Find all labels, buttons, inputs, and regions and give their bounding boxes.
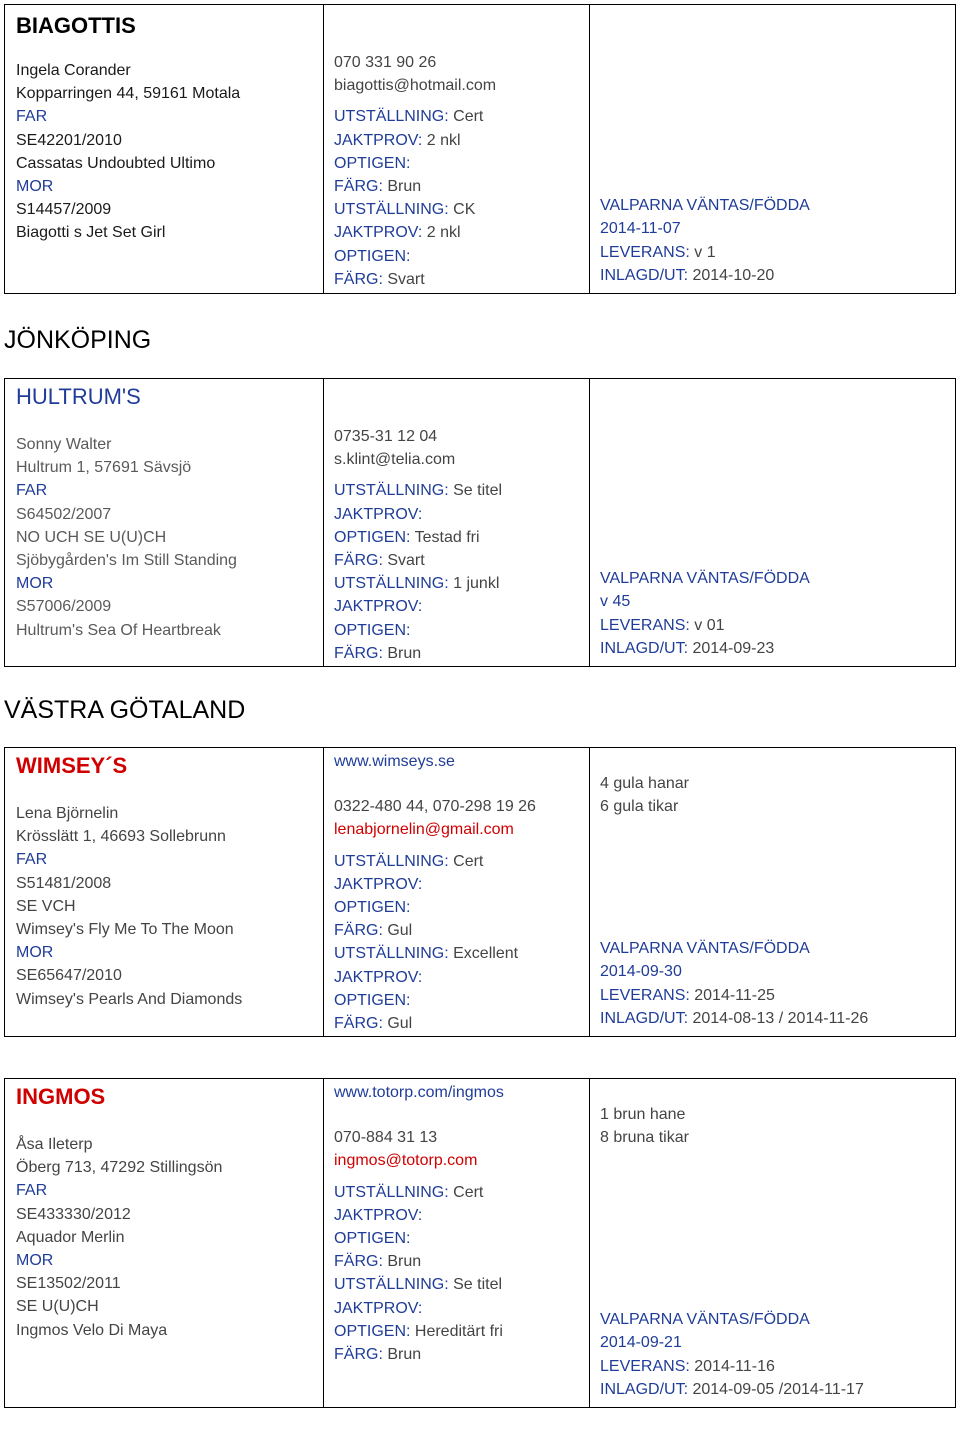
contact-column [323,379,590,666]
father-name: Wimsey's Fly Me To The Moon [16,921,234,938]
mother-result [334,1275,502,1295]
father-result [334,177,421,197]
field-key: FÄRG: [334,552,383,569]
website-link[interactable]: www.totorp.com/ingmos [334,1084,504,1101]
field-value: Se titel [448,1276,503,1294]
field-value: v 45 [600,593,631,611]
mother-result [334,200,475,220]
field-key: JAKTPROV: [334,131,423,149]
field-key: VALPARNA VÄNTAS/FÖDDA [600,1311,810,1329]
email-link[interactable]: biagottis@hotmail.com [334,77,497,95]
father-label: FAR [16,851,48,869]
mother-label: MOR [16,1252,54,1269]
field-key: FÄRG: [334,1253,383,1271]
mother-result [334,270,425,290]
father-result [334,528,480,548]
field-key: FÄRG: [334,922,383,940]
contact-column [323,5,590,293]
litter-column [589,1079,955,1407]
field-key: JAKTPROV: [334,968,423,986]
father-result [334,875,422,895]
father-name: Sjöbygården's Im Still Standing [16,552,237,569]
email-link[interactable]: lenabjornelin@gmail.com [334,821,514,839]
listing-card [4,747,956,1037]
father-result [334,551,425,571]
owner-line: Öberg 713, 47292 Stillingsön [16,1159,223,1177]
litter-info [600,1333,682,1353]
litter-info [600,219,681,239]
litter-info [600,1310,810,1330]
litter-info [600,962,682,982]
field-value: 2014-10-20 [688,266,775,284]
litter-column [589,748,955,1036]
field-key: VALPARNA VÄNTAS/FÖDDA [600,940,810,958]
field-value: 1 junkl [448,575,500,593]
owner-line: Kopparringen 44, 59161 Motala [16,85,241,103]
litter-info [600,1357,775,1377]
field-value: Brun [382,1346,422,1363]
owner-column [5,5,324,293]
field-key: FÄRG: [334,644,383,662]
owner-line: Åsa Ileterp [16,1136,93,1153]
field-value: Svart [382,552,425,569]
field-key: UTSTÄLLNING: [334,108,449,126]
field-value: 2 nkl [422,131,461,149]
mother-result [334,574,499,594]
mother-result [334,1345,421,1365]
field-key: INLAGD/UT: [600,266,689,284]
phone-number: 0735-31 12 04 [334,428,438,445]
field-key: OPTIGEN: [334,154,411,172]
field-key: UTSTÄLLNING: [334,1276,449,1294]
father-result [334,1252,421,1272]
field-value: Svart [382,270,425,288]
father-result [334,921,412,941]
mother-result [334,944,518,964]
field-value: 2014-09-23 [688,639,775,657]
kennel-name: BIAGOTTIS [16,13,136,38]
field-key: FÄRG: [334,270,383,288]
field-value: Cert [448,1183,484,1201]
field-value: Testad fri [410,528,480,546]
field-key: INLAGD/UT: [600,1009,689,1027]
mother-label: MOR [16,944,54,962]
mother-name: Wimsey's Pearls And Diamonds [16,990,243,1008]
litter-info [600,639,774,659]
field-key: UTSTÄLLNING: [334,201,449,219]
field-value: 2014-08-13 / 2014-11-26 [688,1009,869,1027]
field-key: LEVERANS: [600,243,690,261]
puppy-count: 6 gula tikar [600,798,679,816]
website-link[interactable]: www.wimseys.se [334,753,455,770]
region-heading: JÖNKÖPING [4,326,152,354]
field-value: 2 nkl [422,224,461,242]
phone-number: 070 331 90 26 [334,54,437,71]
litter-info [600,616,725,636]
father-title: SE VCH [16,897,76,915]
field-value: 2014-11-07 [600,220,681,238]
father-result [334,1229,410,1249]
litter-info [600,569,810,589]
mother-result [334,1322,503,1342]
father-reg: SE433330/2012 [16,1205,131,1223]
litter-info [600,243,716,263]
owner-line: Krösslätt 1, 46693 Sollebrunn [16,828,226,846]
father-label: FAR [16,1182,48,1200]
mother-reg: SE65647/2010 [16,967,122,985]
father-label: FAR [16,108,48,126]
field-key: OPTIGEN: [334,899,411,916]
litter-info [600,939,810,959]
field-key: UTSTÄLLNING: [334,1183,449,1201]
owner-column [5,1079,324,1407]
field-key: INLAGD/UT: [600,1380,689,1398]
puppy-count: 8 bruna tikar [600,1129,689,1147]
field-key: JAKTPROV: [334,505,423,523]
litter-info [600,196,810,216]
field-key: UTSTÄLLNING: [334,575,449,593]
field-key: LEVERANS: [600,986,690,1004]
field-key: JAKTPROV: [334,224,423,242]
field-value: v 01 [689,616,725,634]
field-value: CK [448,201,476,219]
litter-info [600,1380,864,1400]
field-value: Gul [382,1015,413,1032]
listing-card [4,4,956,294]
field-key: LEVERANS: [600,616,690,634]
kennel-name: INGMOS [16,1084,106,1109]
litter-info [600,1009,868,1029]
father-name: Aquador Merlin [16,1228,125,1246]
mother-name: Biagotti s Jet Set Girl [16,224,166,242]
field-value: 2014-09-05 /2014-11-17 [688,1380,864,1398]
listing-card [4,378,956,667]
field-key: UTSTÄLLNING: [334,945,449,963]
field-value: Excellent [448,945,519,963]
field-key: LEVERANS: [600,1357,690,1375]
field-value: Brun [382,644,422,662]
field-key: INLAGD/UT: [600,639,689,657]
mother-result [334,247,410,267]
field-key: FÄRG: [334,1015,383,1032]
field-value: 2014-09-30 [600,963,682,981]
mother-reg: S57006/2009 [16,598,112,616]
field-key: FÄRG: [334,178,383,195]
field-value: Cert [448,852,484,870]
mother-result [334,597,422,617]
field-value: Hereditärt fri [410,1322,503,1340]
field-key: OPTIGEN: [334,1230,411,1247]
litter-column [589,379,955,666]
father-title: NO UCH SE U(U)CH [16,528,167,546]
litter-column [589,5,955,293]
mother-result [334,1299,422,1319]
field-value: Brun [382,1253,422,1271]
mother-result [334,223,461,243]
listing-card [4,1078,956,1408]
father-result [334,898,410,918]
mother-result [334,991,410,1011]
father-result [334,1183,483,1203]
email-link[interactable]: ingmos@totorp.com [334,1152,478,1170]
contact-column [323,1079,590,1407]
field-key: OPTIGEN: [334,991,411,1009]
mother-result [334,1014,412,1034]
email-link[interactable]: s.klint@telia.com [334,451,456,469]
owner-column [5,748,324,1036]
mother-result [334,644,421,664]
field-key: OPTIGEN: [334,621,411,639]
puppy-count: 1 brun hane [600,1106,686,1123]
phone-number: 0322-480 44, 070-298 19 26 [334,798,536,816]
father-result [334,131,461,151]
father-result [334,481,502,501]
mother-label: MOR [16,178,54,195]
kennel-name: WIMSEY´S [16,753,128,778]
father-result [334,505,422,525]
father-result [334,1206,422,1226]
father-name: Cassatas Undoubted Ultimo [16,154,216,172]
field-key: UTSTÄLLNING: [334,852,449,870]
father-result [334,852,483,872]
father-result [334,154,410,174]
mother-name: Ingmos Velo Di Maya [16,1321,168,1339]
father-reg: S64502/2007 [16,505,112,523]
owner-line: Lena Björnelin [16,805,119,822]
owner-line: Ingela Corander [16,62,131,79]
litter-info [600,986,775,1006]
field-value: 2014-11-16 [689,1357,775,1375]
mother-reg: SE13502/2011 [16,1275,121,1293]
field-key: JAKTPROV: [334,1206,423,1224]
puppy-count: 4 gula hanar [600,775,689,792]
mother-name: Hultrum's Sea Of Heartbreak [16,621,221,639]
field-key: JAKTPROV: [334,875,423,893]
contact-column [323,748,590,1036]
field-value: v 1 [689,243,716,261]
owner-line: Sonny Walter [16,436,112,453]
field-key: OPTIGEN: [334,1322,411,1340]
field-key: UTSTÄLLNING: [334,482,449,500]
mother-reg: S14457/2009 [16,201,112,219]
phone-number: 070-884 31 13 [334,1129,438,1147]
field-value: 2014-09-21 [600,1334,682,1352]
owner-column [5,379,324,666]
field-key: JAKTPROV: [334,1299,423,1317]
litter-info [600,266,774,286]
father-label: FAR [16,482,48,500]
mother-result [334,968,422,988]
field-key: OPTIGEN: [334,247,411,265]
field-value: Gul [382,922,413,940]
field-key: JAKTPROV: [334,598,423,616]
field-key: OPTIGEN: [334,528,411,546]
field-key: VALPARNA VÄNTAS/FÖDDA [600,570,810,588]
litter-info [600,592,630,612]
field-value: 2014-11-25 [689,986,775,1004]
mother-result [334,621,410,641]
father-reg: S51481/2008 [16,874,112,892]
mother-title: SE U(U)CH [16,1298,99,1316]
kennel-name: HULTRUM'S [16,384,141,409]
father-result [334,107,483,127]
father-reg: SE42201/2010 [16,131,122,149]
region-heading: VÄSTRA GÖTALAND [4,696,246,724]
mother-label: MOR [16,575,54,593]
field-value: Cert [448,108,484,126]
field-value: Se titel [448,482,503,500]
owner-line: Hultrum 1, 57691 Sävsjö [16,459,192,477]
field-key: FÄRG: [334,1346,383,1363]
field-key: VALPARNA VÄNTAS/FÖDDA [600,197,810,215]
field-value: Brun [382,178,422,195]
